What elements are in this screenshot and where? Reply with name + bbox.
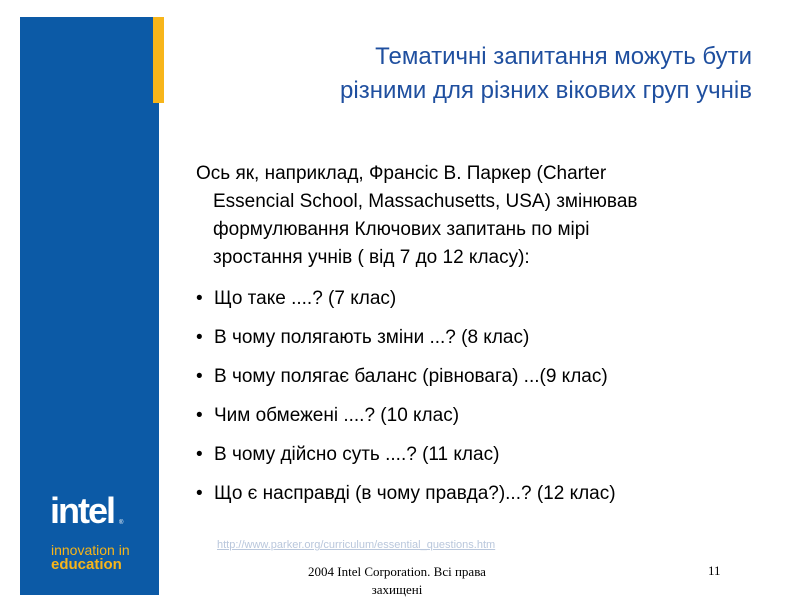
list-item bbox=[196, 441, 616, 480]
list-item-text: В чому дійсно суть ....? (11 клас) bbox=[214, 444, 500, 465]
list-item bbox=[196, 363, 616, 402]
list-item bbox=[196, 480, 616, 519]
bullet-icon: • bbox=[196, 366, 203, 387]
intro-line-4: зростання учнів ( від 7 до 12 класу): bbox=[213, 247, 530, 268]
accent-bar bbox=[153, 17, 164, 103]
intro-line-3: формулювання Ключових запитань по мірі bbox=[213, 219, 590, 240]
bullet-icon: • bbox=[196, 444, 203, 465]
page-number: 11 bbox=[708, 563, 721, 578]
logo-trademark: ® bbox=[119, 520, 124, 526]
list-item-text: Що є насправді (в чому правда?)...? (12 клас) bbox=[214, 483, 616, 504]
title-line-1: Тематичні запитання можуть бути bbox=[375, 43, 752, 70]
intro-line-1: Ось як, наприклад, Франсіс В. Паркер (Charter bbox=[196, 163, 607, 184]
source-link[interactable]: http://www.parker.org/curriculum/essential_questions.htm bbox=[217, 539, 496, 551]
bullet-icon: • bbox=[196, 327, 203, 348]
copyright-footer bbox=[282, 563, 512, 599]
list-item bbox=[196, 324, 616, 363]
intro-line-2: Essencial School, Massachusetts, USA) змінював bbox=[213, 191, 638, 212]
list-item-text: В чому полягають зміни ...? (8 клас) bbox=[214, 327, 530, 348]
list-item-text: Що таке ....? (7 клас) bbox=[214, 288, 397, 309]
list-item bbox=[196, 285, 616, 324]
bullet-icon: • bbox=[196, 288, 203, 309]
list-item bbox=[196, 402, 616, 441]
intel-logo: intel bbox=[50, 490, 115, 531]
bullet-icon: • bbox=[196, 405, 203, 426]
logo-tagline-1: innovation in bbox=[51, 542, 130, 558]
list-item-text: В чому полягає баланс (рівновага) ...(9 клас) bbox=[214, 366, 608, 387]
logo-tagline-2: education bbox=[51, 556, 122, 573]
footer-line-1: 2004 Intel Corporation. Всі права bbox=[308, 564, 486, 579]
intro-paragraph bbox=[196, 160, 766, 272]
list-item-text: Чим обмежені ....? (10 клас) bbox=[214, 405, 460, 426]
slide-title bbox=[192, 40, 752, 108]
question-list bbox=[196, 285, 616, 519]
footer-line-2: захищені bbox=[371, 582, 423, 597]
bullet-icon: • bbox=[196, 483, 203, 504]
title-line-2: різними для різних вікових груп учнів bbox=[340, 77, 752, 104]
